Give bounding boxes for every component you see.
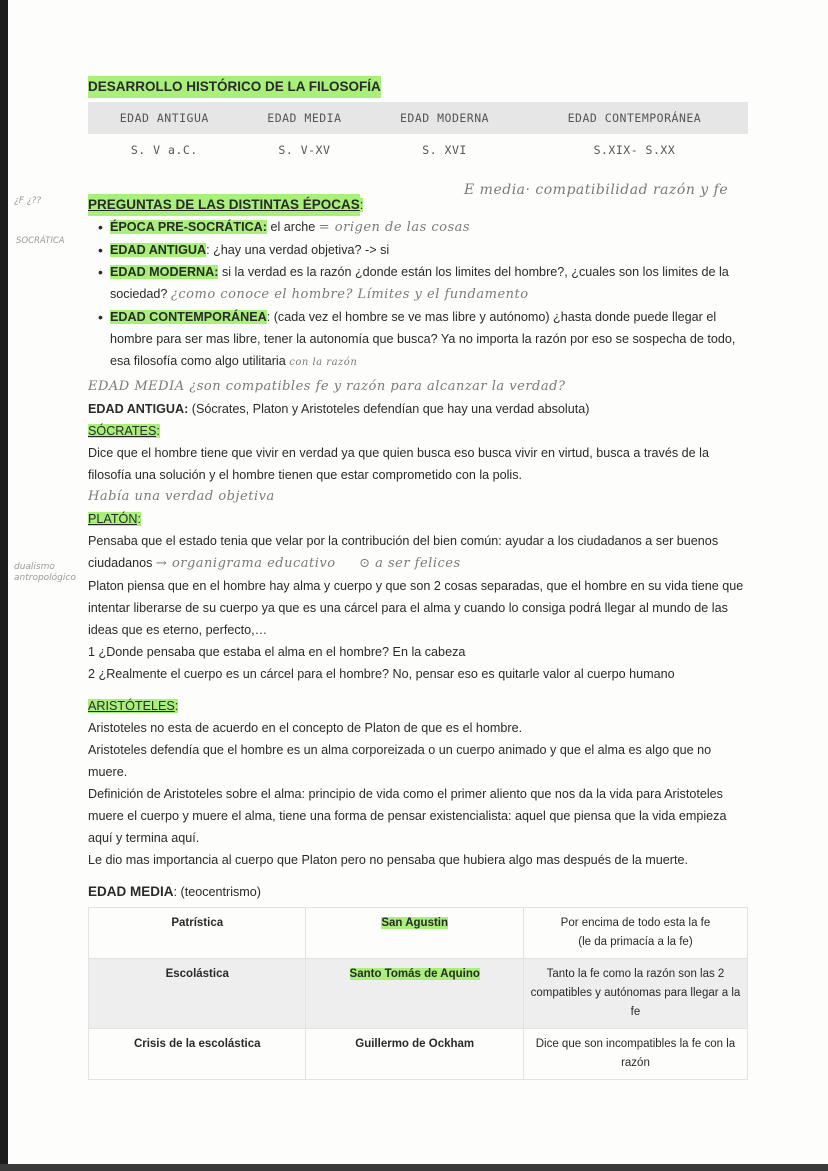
- idea-cell: [523, 959, 747, 1029]
- presocratica-label: ÉPOCA PRE-SOCRÁTICA:: [110, 220, 267, 234]
- media-section-text: : (teocentrismo): [173, 885, 261, 899]
- questions-list: [88, 216, 748, 374]
- antigua-section-title: EDAD ANTIGUA:: [88, 402, 189, 416]
- antigua-section-text: (Sócrates, Platon y Aristoteles defendían que hay una verdad absoluta): [188, 402, 590, 416]
- age-century: S. V a.C.: [130, 143, 198, 157]
- platon-p1-text: Pensaba que el estado tenia que velar por la contribución del bien común: ayudar a los ciudadanos a ser buenos ciudadanos: [88, 534, 719, 570]
- age-header: EDAD MEDIA: [241, 102, 369, 134]
- list-item: [100, 306, 748, 374]
- platon-q1: 1 ¿Donde pensaba que estaba el alma en el hombre? En la cabeza: [88, 645, 466, 659]
- idea-line-2: razón: [621, 1057, 650, 1069]
- idea-line-1: Por encima de todo esta la fe: [560, 917, 711, 929]
- main-title: DESARROLLO HISTÓRICO DE LA FILOSOFÍA: [88, 76, 381, 98]
- media-section: [88, 881, 748, 903]
- document-page: DESARROLLO HISTÓRICO DE LA FILOSOFÍA EDAD ANTIGUA EDAD MEDIA EDAD MODERNA EDAD CONTEMPORÁNEA S. V a.C. S. V-XV S. XVI S.XIX- S.XX PREGUNTAS DE LAS DISTINTAS ÉPOCAS: • ÉPOCA PRE-SOCRÁTICA: el arche = origen de las cosas • EDAD ANTIGUA: ¿hay una verdad objetiva? -> si • EDAD MODERNA: si la verdad es la razón ¿donde están los limites del hombre?, ¿cuales son los limites de la sociedad? ¿como conoce el hombre? Límites y el fundamento • EDAD CONTEMPORÁNEA: (cada vez el hombre se ve mas libre y autónomo) ¿hasta donde puede llegar el hombre para ser mas libre, tener la autonomía que busca? Ya no importa la razón por eso se sospecha de todo, esa filosofía como algo utilitaria con la razón EDAD MEDIA ¿son compatibles fe y razón para alcanzar la verdad? EDAD ANTIGUA: (Sócrates, Platon y Aristoteles defendían que hay una verdad absoluta) SÓCRATES: Dice que el hombre tiene que vivir en verdad ya que quien busca eso busca vivir en virtud, busca a través de la filosofía una solución y el hombre tienen que estar comprometido con la polis. Había una verdad objetiva PLATÓN: Pensaba que el estado tenia que velar por la contribución del bien común: ayudar a los ciudadanos a ser buenos ciudadanos → organigrama educativo ⊙ a ser felices Platon piensa que en el hombre hay alma y cuerpo y que son 2 cosas separadas, que el hombre en su vida tiene que intentar liberarse de su cuerpo ya que es una cárcel para el alma y cuando lo consiga podrá llegar al mundo de las ideas que es eterno, perfecto,… 1 ¿Donde pensaba que estaba el alma en el hombre? En la cabeza 2 ¿Realmente el cuerpo es un cárcel para el hombre? No, pensar eso es quitarle valor al cuerpo humano ARISTÓTELES: Aristoteles no esta de acuerdo en el concepto de Platon de que es el hombre. Aristoteles defendía que el hombre es un alma corporeizada o un cuerpo animado y que el alma es algo que no muere. Definición de Aristoteles sobre el alma: principio de vida como el primer aliento que nos da la vida para Aristoteles muere el cuerpo y muere el alma, tiene una forma de pensar existencialista: aquel que piensa que la vida empieza aquí y termina aquí. Le dio mas importancia al cuerpo que Platon pero no pensaba que hubiera algo mas después de la muerte. EDAD MEDIA: (teocentrismo) Patrística San Agustin Por encima de todo esta la fe (le da primacía a la fe) Escolástica Santo Tomás de Aquino Tanto la fe como la razón son las 2 compatibles y autónomas para llegar a la fe Crisis de la escolástica Guillermo de Ockham Dice que son incompatibles la fe con la razón: [88, 76, 748, 1080]
- age-header: EDAD MODERNA: [368, 102, 521, 134]
- moderna-label: EDAD MODERNA:: [110, 265, 219, 279]
- presocratica-text: el arche: [266, 220, 316, 234]
- antigua-section: [88, 398, 748, 420]
- aristoteles-title: ARISTÓTELES: [88, 699, 175, 713]
- platon-p1-note2: ⊙ a ser felices: [359, 556, 461, 571]
- philosopher-cell: [306, 1029, 523, 1080]
- contemporanea-text: : (cada vez el hombre se ve mas libre y autónomo) ¿hasta donde puede llegar el hombre para ser mas libre, tener la autonomía que busca? Ya no importa la razón por eso se sospecha de todo, esa filosofía como algo utilitaria: [110, 310, 736, 368]
- moderna-note: ¿como conoce el hombre? Límites y el fundamento: [170, 287, 529, 302]
- questions-heading: [88, 194, 748, 216]
- idea-cell: [523, 908, 747, 959]
- idea-line-2: compatibles y autónomas para llegar a la fe: [530, 987, 741, 1018]
- contemporanea-label: EDAD CONTEMPORÁNEA: [110, 310, 267, 324]
- philosopher-name: San Agustin: [381, 917, 449, 929]
- socrates-text: Dice que el hombre tiene que vivir en verdad ya que quien busca eso busca vivir en virtud, busca a través de la filosofía una solución y el hombre tienen que estar comprometido con la polis.: [88, 446, 709, 482]
- socrates-note: Había una verdad objetiva: [88, 489, 275, 504]
- antigua-text: : ¿hay una verdad objetiva? -> si: [206, 243, 390, 257]
- handwritten-note-compatibilidad: E media· compatibilidad razón y fe: [464, 182, 729, 198]
- idea-line-2: (le da primacía a la fe): [578, 936, 693, 948]
- aristoteles-p3: Definición de Aristoteles sobre el alma: principio de vida como el primer aliento que nos da la vida para Aristoteles muere el cuerpo y muere el alma, tiene una forma de pensar existencialista: aquel que piensa que la vida empieza aquí y termina aquí.: [88, 787, 727, 845]
- age-header: EDAD ANTIGUA: [88, 102, 241, 134]
- period-cell: Escolástica: [89, 959, 306, 1029]
- age-header: EDAD CONTEMPORÁNEA: [521, 102, 748, 134]
- scan-left-edge: [0, 0, 8, 1171]
- ages-table-row: [88, 134, 748, 166]
- table-row: [89, 908, 748, 959]
- table-row: [89, 1029, 748, 1080]
- period-cell: Crisis de la escolástica: [89, 1029, 306, 1080]
- idea-line-1: Dice que son incompatibles la fe con la: [535, 1038, 736, 1050]
- media-section-title: EDAD MEDIA: [88, 884, 174, 899]
- list-item: [100, 239, 748, 261]
- age-century: S. V-XV: [278, 143, 331, 157]
- philosopher-name: Guillermo de Ockham: [355, 1038, 475, 1050]
- questions-title-colon: :: [359, 198, 364, 212]
- aristoteles-p2: Aristoteles defendía que el hombre es un alma corporeizada o un cuerpo animado y que el alma es algo que no muere.: [88, 743, 712, 779]
- list-item: [100, 216, 748, 239]
- contemporanea-note: con la razón: [289, 357, 358, 368]
- aristoteles-p4: Le dio mas importancia al cuerpo que Platon pero no pensaba que hubiera algo mas después de la muerte.: [88, 853, 688, 867]
- margin-note-dualismo: dualismo antropológico: [14, 562, 76, 583]
- age-century: S.XIX- S.XX: [593, 143, 676, 157]
- period-cell: Patrística: [89, 908, 306, 959]
- scan-bottom-edge: [0, 1164, 828, 1171]
- presocratica-note: = origen de las cosas: [318, 220, 471, 235]
- platon-q2: 2 ¿Realmente el cuerpo es un cárcel para el hombre? No, pensar eso es quitarle valor al cuerpo humano: [88, 667, 675, 681]
- socrates-title: SÓCRATES: [88, 424, 157, 438]
- platon-p1-note: → organigrama educativo: [155, 556, 336, 571]
- questions-title: PREGUNTAS DE LAS DISTINTAS ÉPOCAS: [88, 194, 360, 216]
- idea-line-1: Tanto la fe como la razón son las 2: [546, 968, 725, 980]
- idea-cell: [523, 1029, 747, 1080]
- handwritten-note-edad-media: EDAD MEDIA ¿son compatibles fe y razón para alcanzar la verdad?: [88, 379, 566, 394]
- philosopher-cell: [306, 908, 523, 959]
- philosopher-cell: [306, 959, 523, 1029]
- moderna-text: si la verdad es la razón ¿donde están los limites del hombre?, ¿cuales son los limites de la sociedad?: [110, 265, 729, 301]
- medieval-table: [88, 907, 748, 1080]
- ages-table-header: [88, 102, 748, 134]
- ages-table: [88, 102, 748, 166]
- margin-note-socratica: SOCRÁTICA: [16, 236, 65, 246]
- platon-p1: [88, 530, 748, 575]
- margin-note-top: ¿F ¿??: [14, 196, 42, 206]
- aristoteles-p1: Aristoteles no esta de acuerdo en el concepto de Platon de que es el hombre.: [88, 721, 523, 735]
- platon-p2: Platon piensa que en el hombre hay alma y cuerpo y que son 2 cosas separadas, que el hombre en su vida tiene que intentar liberarse de su cuerpo ya que es una cárcel para el alma y cuando lo consiga podrá llegar al mundo de las ideas que es eterno, perfecto,…: [88, 579, 744, 637]
- list-item: [100, 261, 748, 306]
- age-century: S. XVI: [422, 143, 467, 157]
- platon-title: PLATÓN: [88, 512, 138, 526]
- antigua-label: EDAD ANTIGUA: [110, 243, 207, 257]
- table-row: [89, 959, 748, 1029]
- philosopher-name: Santo Tomás de Aquino: [349, 968, 480, 980]
